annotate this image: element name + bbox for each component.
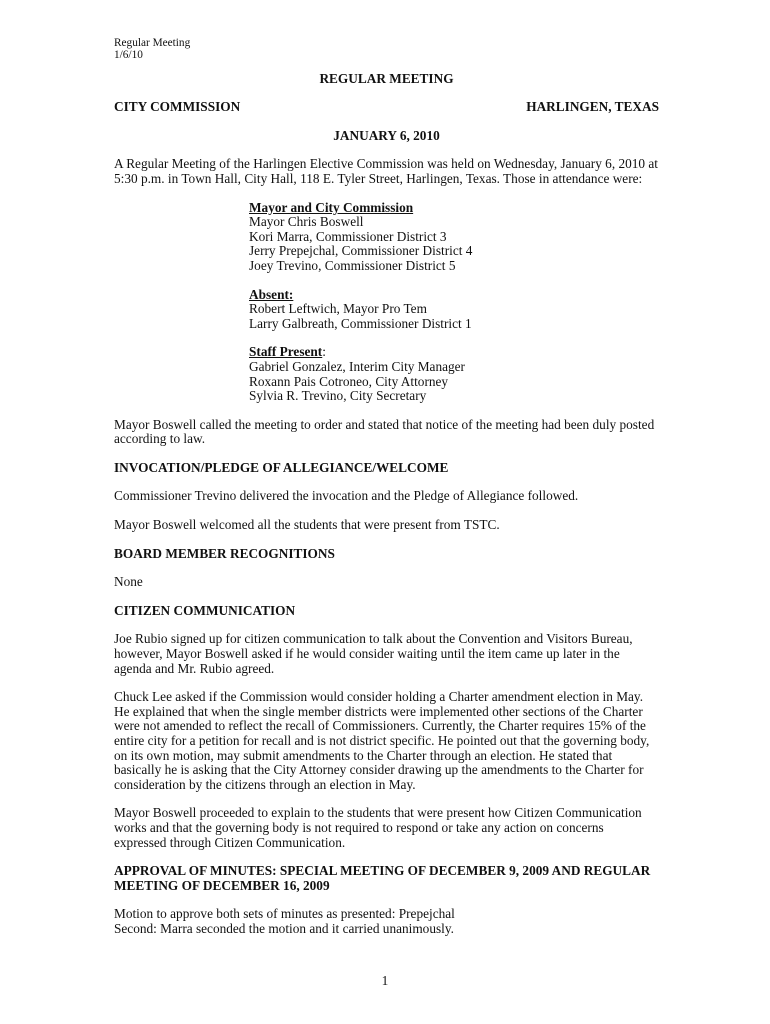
commission-group: [249, 201, 659, 274]
heading-row: [114, 100, 659, 115]
attendee: Jerry Prepejchal, Commissioner District 4: [249, 243, 473, 259]
page-number: 1: [381, 973, 389, 988]
running-header-title: Regular Meeting: [114, 37, 191, 49]
attendee: Mayor Chris Boswell: [249, 214, 364, 230]
recognitions-heading: BOARD MEMBER RECOGNITIONS: [114, 545, 335, 561]
staff-member: Sylvia R. Trevino, City Secretary: [249, 388, 427, 404]
staff-heading: Staff Present: [249, 344, 323, 360]
city-name: HARLINGEN, TEXAS: [526, 99, 659, 115]
minutes-second: Second: Marra seconded the motion and it carried unanimously.: [114, 920, 454, 936]
minutes-heading: APPROVAL OF MINUTES: SPECIAL MEETING OF DECEMBER 9, 2009 AND REGULAR MEETING OF DECEMBER 16, 2009: [114, 863, 651, 893]
meeting-date: JANUARY 6, 2010: [333, 127, 440, 143]
staff-heading-colon: :: [322, 344, 326, 360]
staff-member: Roxann Pais Cotroneo, City Attorney: [249, 373, 449, 389]
recognitions-paragraph: None: [114, 574, 143, 590]
absent-group: [249, 288, 659, 332]
minutes-block: [114, 907, 659, 936]
minutes-motion: Motion to approve both sets of minutes as presented: Prepejchal: [114, 906, 455, 922]
commission-heading: Mayor and City Commission: [249, 199, 414, 215]
citizen-paragraph-rubio: Joe Rubio signed up for citizen communication to talk about the Convention and Visitors Bureau, however, Mayor Boswell asked if he would consider waiting until the item came up later in the agenda and Mr. Rubio agreed.: [114, 631, 633, 676]
absentee: Robert Leftwich, Mayor Pro Tem: [249, 301, 427, 317]
attendee: Kori Marra, Commissioner District 3: [249, 228, 447, 244]
invocation-paragraph: Commissioner Trevino delivered the invocation and the Pledge of Allegiance followed.: [114, 488, 579, 504]
staff-group: [249, 345, 659, 403]
citizen-communication-heading: CITIZEN COMMUNICATION: [114, 602, 296, 618]
absent-heading: Absent:: [249, 286, 294, 302]
invocation-heading: INVOCATION/PLEDGE OF ALLEGIANCE/WELCOME: [114, 459, 449, 475]
staff-member: Gabriel Gonzalez, Interim City Manager: [249, 358, 465, 374]
document-title: REGULAR MEETING: [319, 70, 454, 86]
citizen-paragraph-lee: Chuck Lee asked if the Commission would consider holding a Charter amendment election in May. He explained that when the single member districts were implemented other sections of the Charter were not amended to reflect the recall of Commissioners. Currently, the Charter requires 15% of the entire city for a petition for recall and is not district specific. He pointed out that the governing body, on its own motion, may submit amendments to the Charter through an election. He stated that basically he is asking that the City Attorney consider drawing up the amendments to the Charter for consideration by the citizens through an election in May.: [114, 689, 650, 792]
welcome-paragraph: Mayor Boswell welcomed all the students that were present from TSTC.: [114, 517, 500, 533]
attendance-block: [249, 201, 659, 404]
running-header: [114, 38, 659, 62]
call-to-order-paragraph: Mayor Boswell called the meeting to order and stated that notice of the meeting had been duly posted according to law.: [114, 416, 655, 447]
citizen-paragraph-explanation: Mayor Boswell proceeded to explain to the students that were present how Citizen Communication works and that the governing body is not required to respond or take any action on concerns expressed through Citizen Communication.: [114, 805, 642, 850]
running-header-date: 1/6/10: [114, 48, 143, 61]
document-page: [114, 38, 659, 937]
absentee: Larry Galbreath, Commissioner District 1: [249, 315, 472, 331]
attendee: Joey Trevino, Commissioner District 5: [249, 257, 456, 273]
staff-heading-line: [249, 345, 659, 360]
intro-paragraph: A Regular Meeting of the Harlingen Elective Commission was held on Wednesday, January 6, 2010 at 5:30 p.m. in Town Hall, City Hall, 118 E. Tyler Street, Harlingen, Texas. Those in attendance were:: [114, 156, 658, 186]
body-name: CITY COMMISSION: [114, 99, 241, 115]
